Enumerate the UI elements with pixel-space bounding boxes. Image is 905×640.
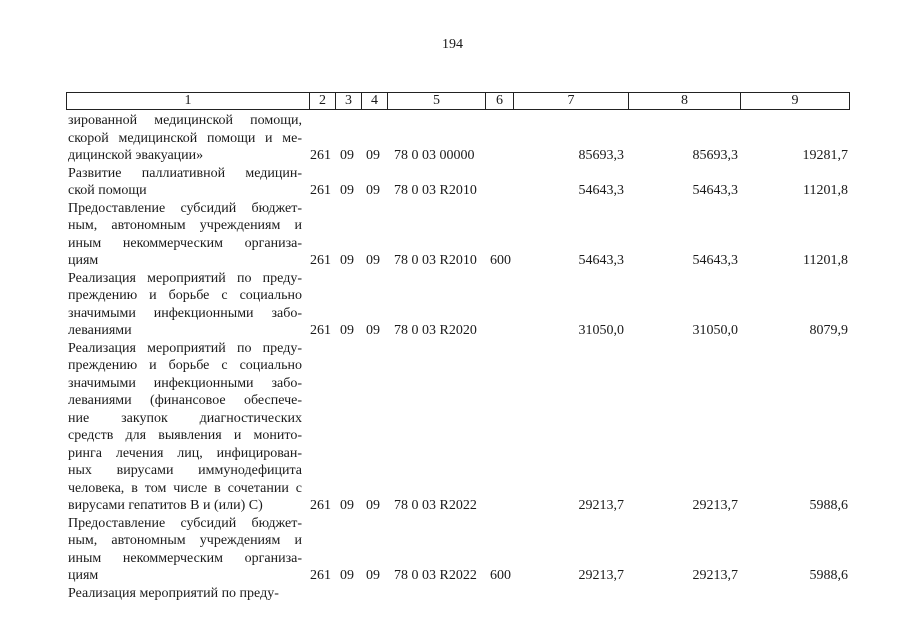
description-line: человека, в том числе в сочетании с: [68, 480, 302, 496]
code-subsection: 09: [366, 252, 380, 268]
table-row: [0, 585, 905, 603]
code-grbs: 261: [310, 567, 331, 583]
code-subsection: 09: [366, 497, 380, 513]
description-line: Предоставление субсидий бюджет-: [68, 515, 302, 531]
description-line: значимыми инфекционными забо-: [68, 375, 302, 391]
code-section: 09: [340, 567, 354, 583]
amount-col-7: 54643,3: [578, 182, 624, 198]
code-subsection: 09: [366, 182, 380, 198]
description-line: Реализация мероприятий по преду-: [68, 340, 302, 356]
code-expense-type: 600: [490, 252, 511, 268]
code-grbs: 261: [310, 147, 331, 163]
header-col-7: 7: [514, 93, 629, 109]
description-line: ние закупок диагностических: [68, 410, 302, 426]
description-line: вирусами гепатитов В и (или) С): [68, 498, 263, 513]
code-expense-type: 600: [490, 567, 511, 583]
table-row: [0, 515, 905, 585]
table-row: [0, 270, 905, 340]
code-grbs: 261: [310, 322, 331, 338]
table-row: [0, 112, 905, 165]
amount-col-9: 11201,8: [803, 252, 848, 268]
description-line: иным некоммерческим организа-: [68, 550, 302, 566]
code-section: 09: [340, 322, 354, 338]
row-description: [68, 200, 302, 270]
table-row: [0, 340, 905, 515]
header-col-9: 9: [791, 93, 799, 108]
table-row: [0, 165, 905, 200]
table-row: [0, 200, 905, 270]
amount-col-7: [520, 584, 624, 602]
amount-col-7: 54643,3: [578, 252, 624, 268]
description-line: зированной медицинской помощи,: [68, 113, 302, 128]
amount-col-9: 19281,7: [802, 147, 848, 163]
row-description: [68, 515, 302, 585]
row-description: [68, 585, 302, 603]
header-col-8: 8: [629, 93, 741, 109]
description-line: ным, автономным учреждениям и: [68, 218, 302, 233]
description-line: Реализация мероприятий по преду-: [68, 270, 302, 286]
description-line: леваниями (финансовое обеспече-: [68, 393, 302, 408]
amount-col-8: 29213,7: [692, 567, 738, 583]
header-col-2: 2: [310, 93, 336, 109]
header-col-6: 6: [486, 93, 514, 109]
amount-col-7: 29213,7: [578, 567, 624, 583]
amount-col-9: 11201,8: [803, 182, 848, 198]
description-line: преждению и борьбе с социально: [68, 288, 302, 303]
code-section: 09: [340, 497, 354, 513]
code-target-article: 78 0 03 R2010: [394, 182, 477, 198]
code-target-article: 78 0 03 R2022: [394, 567, 477, 583]
code-grbs: 261: [310, 252, 331, 268]
amount-col-9: 5988,6: [809, 567, 848, 583]
amount-col-8: 54643,3: [692, 252, 738, 268]
amount-col-7: 31050,0: [578, 322, 624, 338]
amount-col-8: 29213,7: [692, 497, 738, 513]
code-grbs: 261: [310, 182, 331, 198]
row-description: [68, 165, 302, 200]
description-line: ринга лечения лиц, инфицирован-: [68, 445, 302, 461]
amount-col-8: [630, 584, 738, 602]
code-section: 09: [340, 182, 354, 198]
description-line: леваниями: [68, 323, 132, 338]
amount-col-9: 8079,9: [809, 322, 848, 338]
amount-col-7: 85693,3: [578, 147, 624, 163]
amount-col-8: 54643,3: [692, 182, 738, 198]
row-description: [68, 340, 302, 515]
amount-col-8: 31050,0: [692, 322, 738, 338]
description-line: Развитие паллиативной медицин-: [68, 165, 302, 181]
description-line: циям: [68, 568, 99, 583]
description-line: Предоставление субсидий бюджет-: [68, 200, 302, 216]
code-subsection: 09: [366, 567, 380, 583]
code-section: 09: [340, 147, 354, 163]
description-line: ных вирусами иммунодефицита: [68, 463, 302, 478]
description-line: ным, автономным учреждениям и: [68, 533, 302, 548]
row-description: [68, 270, 302, 340]
page-number: 194: [442, 37, 463, 52]
row-description: [68, 112, 302, 165]
description-line: иным некоммерческим организа-: [68, 235, 302, 251]
amount-col-7: 29213,7: [578, 497, 624, 513]
code-subsection: 09: [366, 147, 380, 163]
header-col-3: 3: [336, 93, 362, 109]
table-header: [66, 92, 850, 110]
description-line: преждению и борьбе с социально: [68, 358, 302, 373]
description-line: циям: [68, 253, 99, 268]
description-line: скорой медицинской помощи и ме-: [68, 130, 302, 146]
header-col-1: 1: [67, 93, 310, 109]
code-subsection: 09: [366, 322, 380, 338]
amount-col-9: [742, 584, 848, 602]
header-col-4: 4: [362, 93, 388, 109]
code-target-article: 78 0 03 R2010: [394, 252, 477, 268]
header-col-5: 5: [388, 93, 486, 109]
code-target-article: 78 0 03 00000: [394, 147, 475, 163]
amount-col-8: 85693,3: [692, 147, 738, 163]
code-section: 09: [340, 252, 354, 268]
amount-col-9: 5988,6: [809, 497, 848, 513]
description-line: ской помощи: [68, 183, 147, 198]
description-line: значимыми инфекционными забо-: [68, 305, 302, 321]
description-line: Реализация мероприятий по преду-: [68, 585, 279, 601]
code-target-article: 78 0 03 R2022: [394, 497, 477, 513]
code-grbs: 261: [310, 497, 331, 513]
description-line: средств для выявления и монито-: [68, 428, 302, 443]
description-line: дицинской эвакуации»: [68, 148, 204, 163]
code-target-article: 78 0 03 R2020: [394, 322, 477, 338]
